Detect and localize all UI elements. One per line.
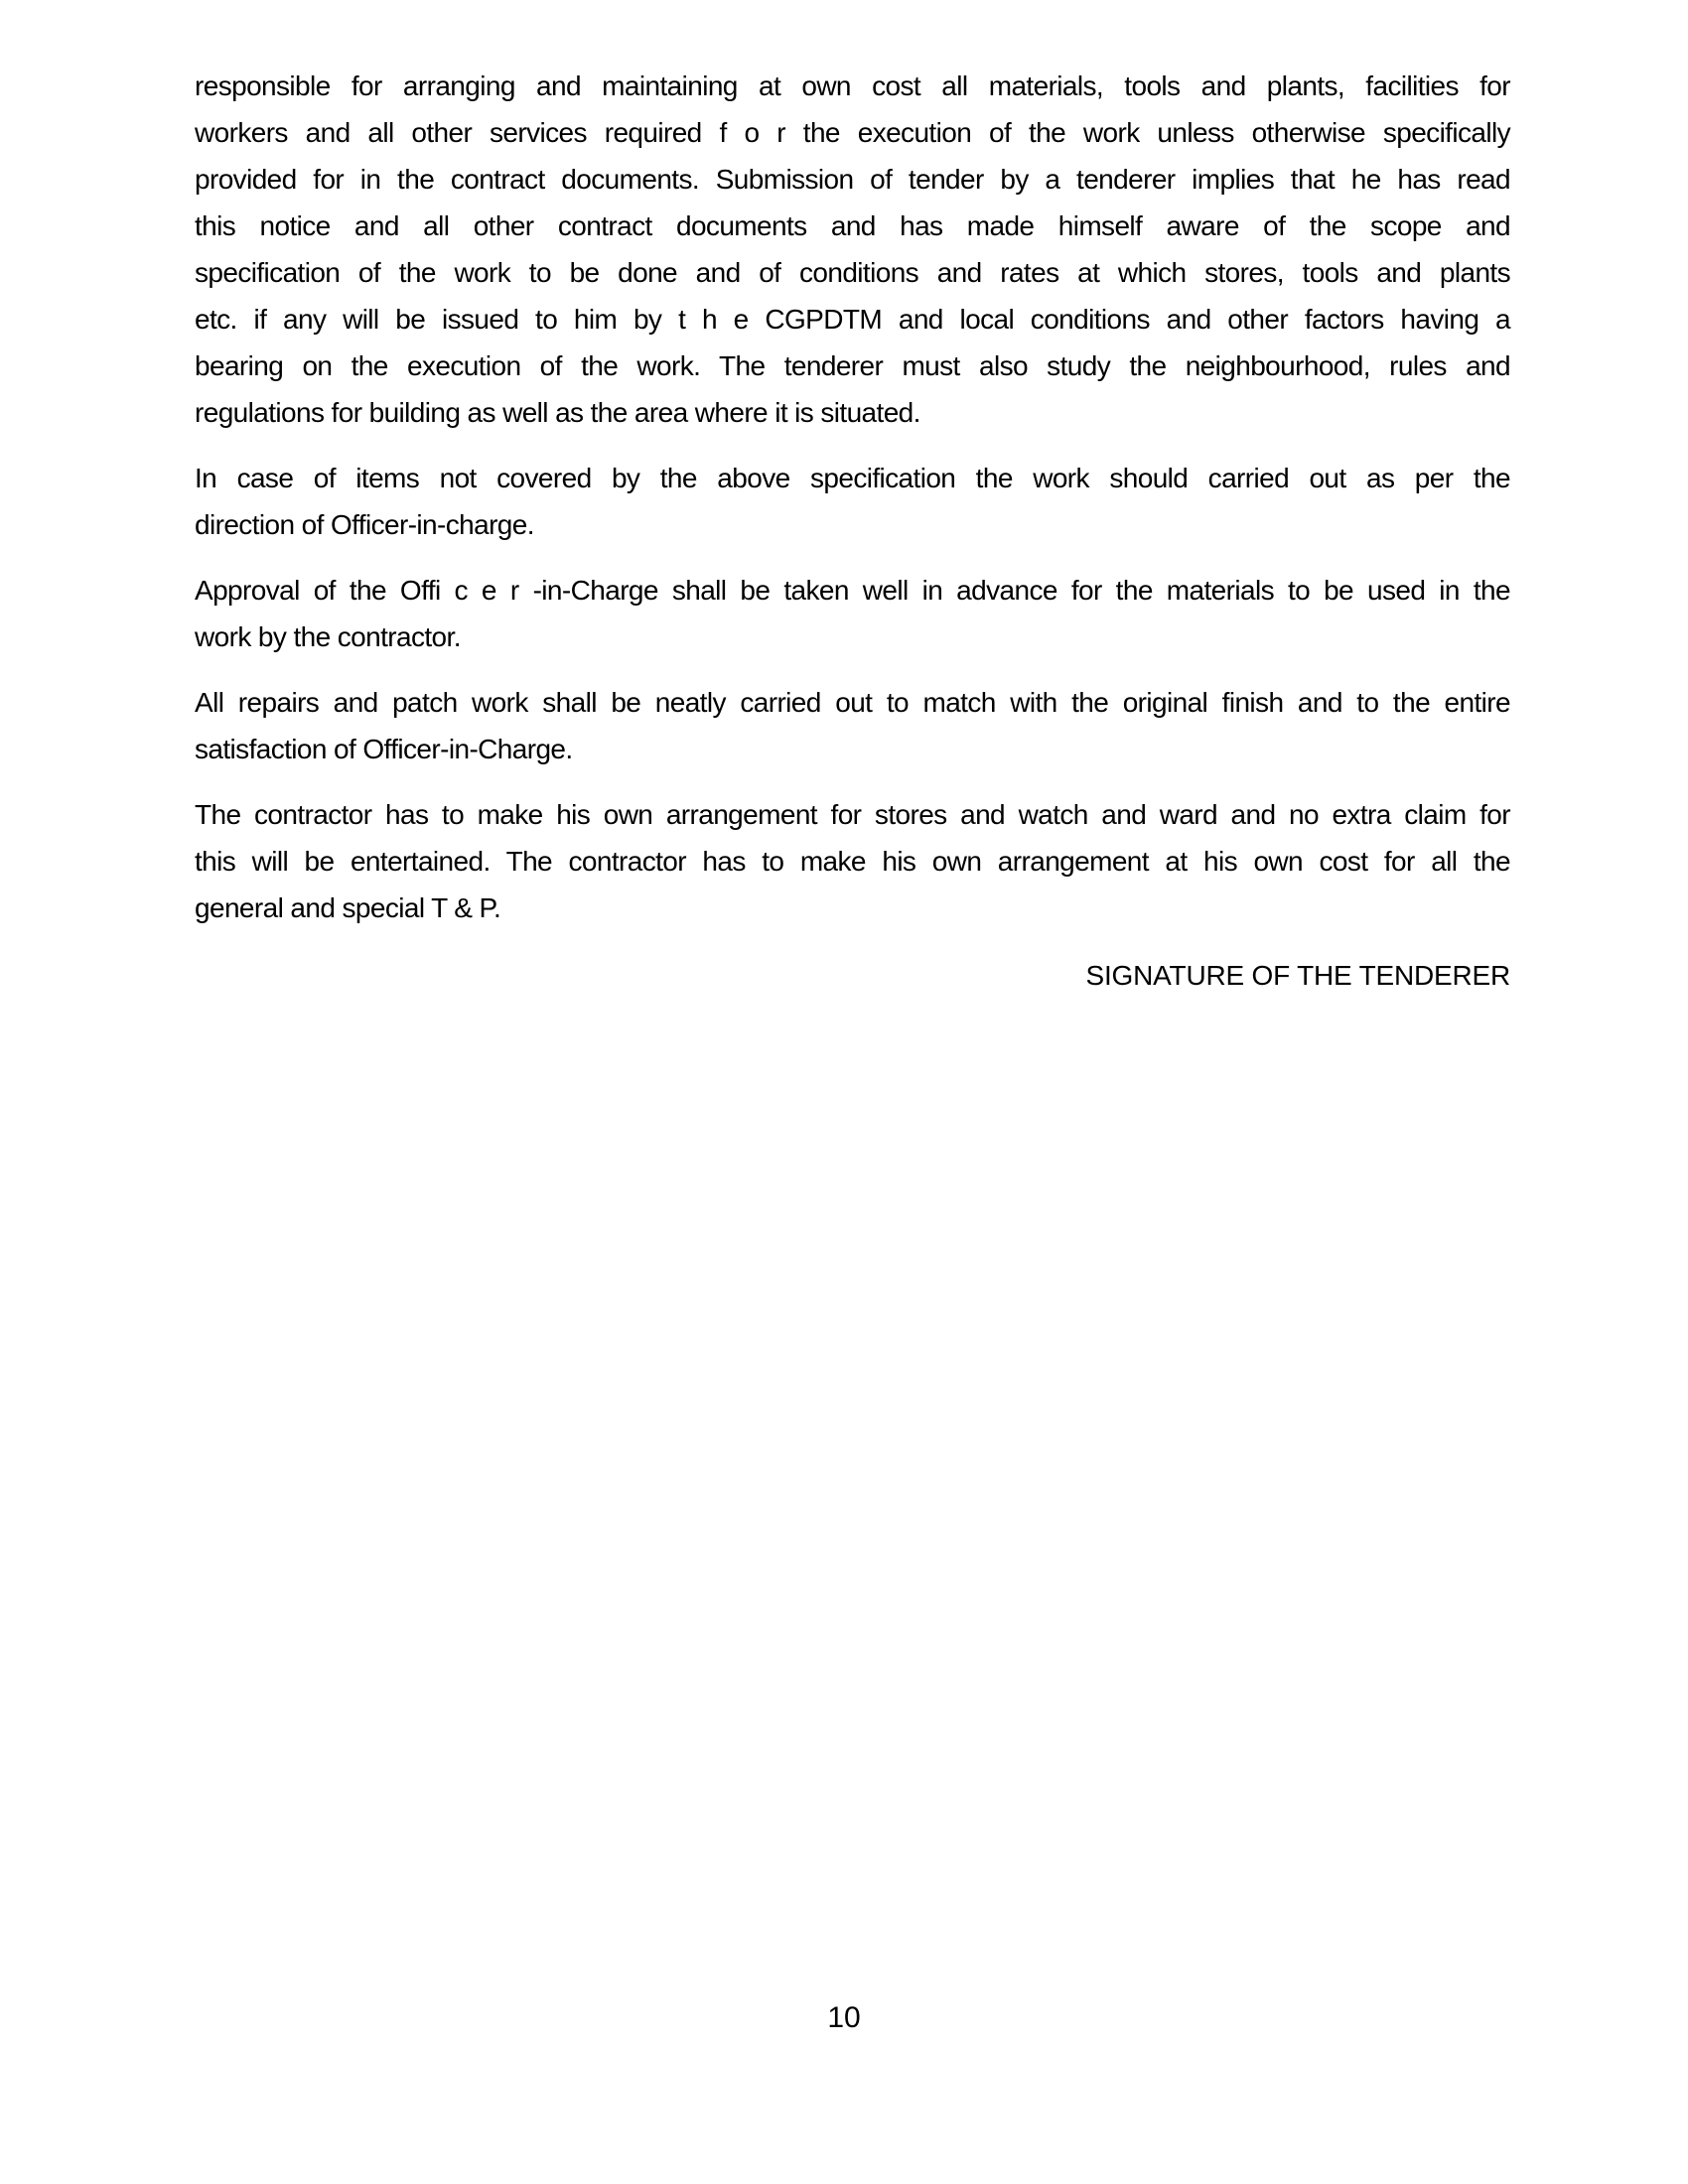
text-line: regulations for building as well as the area where it is situated.	[195, 397, 920, 428]
text-line: responsible for arranging and maintaining at own cost all materials, tools and plants, facilities for	[195, 70, 1510, 101]
text-line: In case of items not covered by the above specification the work should carried out as per the	[195, 463, 1510, 493]
text-line: The contractor has to make his own arrangement for stores and watch and ward and no extra claim for	[195, 799, 1510, 830]
paragraph-items-not-covered	[195, 455, 1510, 548]
paragraph-approval-of-materials	[195, 567, 1510, 660]
text-line: satisfaction of Officer-in-Charge.	[195, 734, 573, 764]
signature-of-tenderer-line: SIGNATURE OF THE TENDERER	[1085, 960, 1510, 991]
text-line: general and special T & P.	[195, 892, 501, 923]
text-line: this notice and all other contract documents and has made himself aware of the scope and	[195, 210, 1510, 241]
text-line: bearing on the execution of the work. The tenderer must also study the neighbourhood, rules and	[195, 350, 1510, 381]
text-line: direction of Officer-in-charge.	[195, 509, 534, 540]
text-line: provided for in the contract documents. Submission of tender by a tenderer implies that he has read	[195, 164, 1510, 195]
document-body	[195, 63, 1510, 950]
page-number: 10	[827, 2001, 861, 2034]
text-line: All repairs and patch work shall be neatly carried out to match with the original finish and to the entire	[195, 687, 1510, 718]
paragraph-contractor-responsibilities	[195, 63, 1510, 436]
text-line: etc. if any will be issued to him by t h e CGPDTM and local conditions and other factors having a	[195, 304, 1510, 335]
text-line: work by the contractor.	[195, 621, 461, 652]
text-line: specification of the work to be done and of conditions and rates at which stores, tools and plants	[195, 257, 1510, 288]
text-line: this will be entertained. The contractor has to make his own arrangement at his own cost for all the	[195, 846, 1510, 877]
text-line: workers and all other services required f o r the execution of the work unless otherwise specifically	[195, 117, 1510, 148]
paragraph-repairs-and-patch-work	[195, 679, 1510, 772]
paragraph-stores-watch-and-ward	[195, 791, 1510, 931]
text-line: Approval of the Offi c e r -in-Charge shall be taken well in advance for the materials to be used in the	[195, 575, 1510, 606]
